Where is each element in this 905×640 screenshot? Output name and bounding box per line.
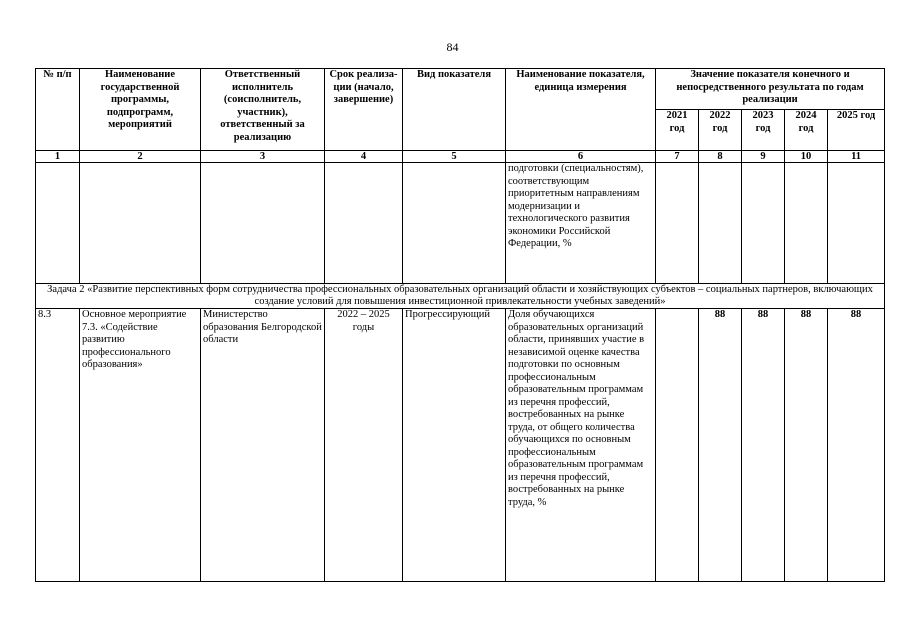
cell-value-2025: 88 <box>828 309 885 582</box>
column-number: 3 <box>201 151 325 163</box>
cell-empty <box>80 163 201 284</box>
cell-indicator-name: Доля обучающихся образовательных организаций области, принявших участие в независимой оценке качества подготовки по основным профессиональным образовательным программам из перечня профессий, востребованных на рынке труда, от общего количества обучающихся по основным профессиональным образовательным программам из перечня профессий, востребованных на рынке труда, % <box>506 309 656 582</box>
indicator-table <box>35 68 885 582</box>
cell-empty <box>699 163 742 284</box>
column-number: 6 <box>506 151 656 163</box>
column-number: 11 <box>828 151 885 163</box>
column-number: 4 <box>325 151 403 163</box>
cell-period: 2022 – 2025 годы <box>325 309 403 582</box>
cell-empty <box>742 163 785 284</box>
table-row-task <box>36 284 885 309</box>
header-row <box>36 69 885 110</box>
cell-value-2021 <box>656 309 699 582</box>
cell-indicator-name: подготовки (специальностям), соответствующим приоритетным направлениям модернизации и технологического развития экономики Российской Федерации, % <box>506 163 656 284</box>
header-year: 2022 год <box>699 110 742 151</box>
column-number: 1 <box>36 151 80 163</box>
cell-empty <box>403 163 506 284</box>
column-number-row <box>36 151 885 163</box>
cell-num: 8.3 <box>36 309 80 582</box>
cell-empty <box>656 163 699 284</box>
header-year: 2024 год <box>785 110 828 151</box>
header-indicator-name: Наименование показателя, единица измерения <box>506 69 656 151</box>
header-indicator-type: Вид показателя <box>403 69 506 151</box>
header-responsible: Ответственный исполнитель (соисполнитель, участник), ответственный за реализацию <box>201 69 325 151</box>
column-number: 10 <box>785 151 828 163</box>
header-values-group: Значение показателя конечного и непосредственного результата по годам реализации <box>656 69 885 110</box>
header-year: 2025 год <box>828 110 885 151</box>
cell-indicator-type: Прогрессирующий <box>403 309 506 582</box>
cell-empty <box>36 163 80 284</box>
header-period: Срок реализа- ции (начало, завершение) <box>325 69 403 151</box>
cell-empty <box>325 163 403 284</box>
cell-value-2024: 88 <box>785 309 828 582</box>
table-row-activity <box>36 309 885 582</box>
header-program-name: Наименование государственной программы, подпрограмм, мероприятий <box>80 69 201 151</box>
cell-empty <box>785 163 828 284</box>
cell-responsible: Министерство образования Белгородской области <box>201 309 325 582</box>
header-year: 2023 год <box>742 110 785 151</box>
cell-empty <box>828 163 885 284</box>
page-number: 84 <box>446 40 459 54</box>
cell-activity-name: Основное мероприятие 7.3. «Содействие развитию профессионального образования» <box>80 309 201 582</box>
table-row-continuation <box>36 163 885 284</box>
column-number: 7 <box>656 151 699 163</box>
column-number: 5 <box>403 151 506 163</box>
task-title: Задача 2 «Развитие перспективных форм сотрудничества профессиональных образовательных организаций области и хозяйствующих субъектов – социальных партнеров, включающих создание условий для повышения инвестиционной привлекательности учебных заведений» <box>36 284 885 309</box>
column-number: 9 <box>742 151 785 163</box>
column-number: 2 <box>80 151 201 163</box>
cell-empty <box>201 163 325 284</box>
header-year: 2021 год <box>656 110 699 151</box>
column-number: 8 <box>699 151 742 163</box>
cell-value-2023: 88 <box>742 309 785 582</box>
header-num: № п/п <box>36 69 80 151</box>
cell-value-2022: 88 <box>699 309 742 582</box>
